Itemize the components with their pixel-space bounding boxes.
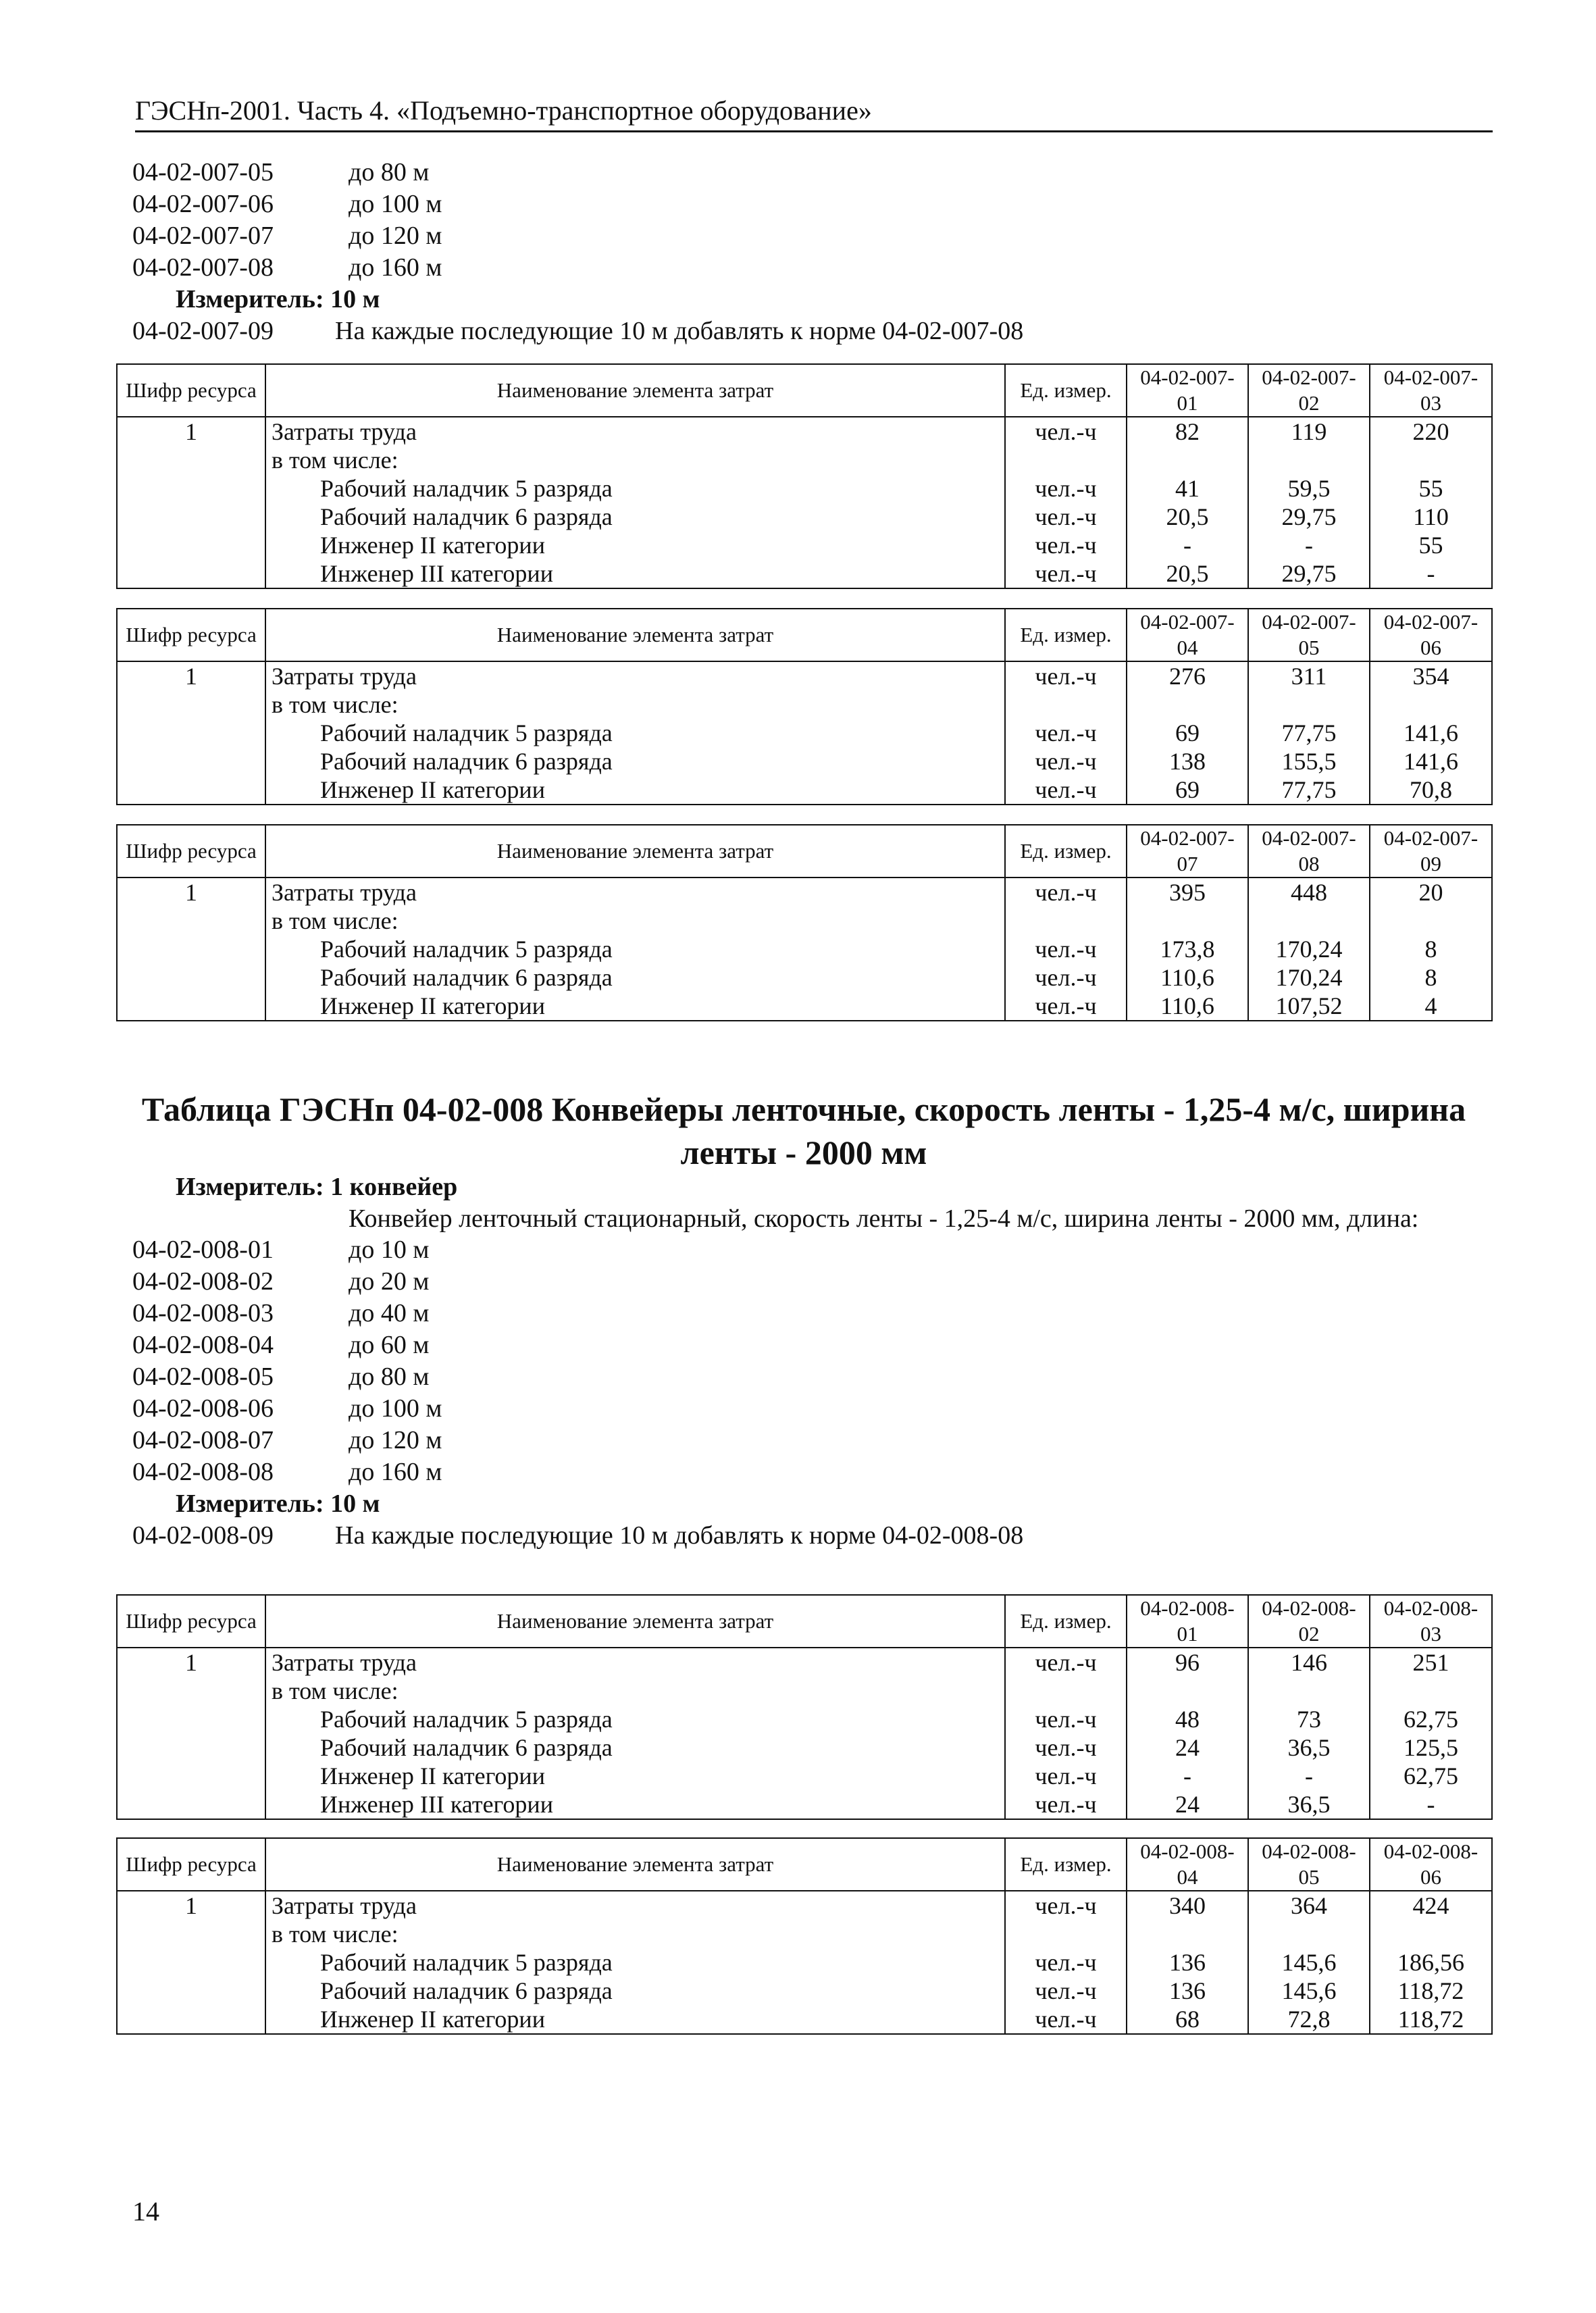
code-row [132,1425,1497,1456]
header-norm-code: 04-02-007-03 [1370,364,1492,417]
cell-value: 48 [1127,1705,1248,1733]
cell-shifr: 1 [117,878,265,907]
table-row [117,747,1492,776]
cell-unit: чел.-ч [1005,992,1127,1021]
table-row [117,992,1492,1021]
code: 04-02-008-01 [132,1236,274,1264]
cell-value: 62,75 [1370,1762,1492,1790]
code-text: до 160 м [349,1458,442,1486]
cell-value: 170,24 [1248,963,1370,992]
code: 04-02-008-03 [132,1299,274,1327]
cell-name: Рабочий наладчик 5 разряда [265,719,1005,747]
table-row [117,690,1492,719]
table-header-row [117,1595,1492,1648]
header-name: Наименование элемента затрат [265,364,1005,417]
code: 04-02-007-07 [132,222,274,250]
header-norm-code: 04-02-007-06 [1370,609,1492,661]
norm-table-1 [116,363,1493,589]
cell-value: - [1127,1762,1248,1790]
cell-value: 448 [1248,878,1370,907]
code-row [132,1520,1497,1552]
code: 04-02-008-05 [132,1363,274,1391]
cell-shifr [117,776,265,805]
header-shifr: Шифр ресурса [117,609,265,661]
header-norm-code: 04-02-007-02 [1248,364,1370,417]
cell-name: в том числе: [265,907,1005,935]
header-shifr: Шифр ресурса [117,825,265,878]
cell-value [1370,1677,1492,1705]
cell-value: 186,56 [1370,1948,1492,1977]
cell-value [1370,690,1492,719]
cell-unit: чел.-ч [1005,1977,1127,2005]
cell-value: 364 [1248,1891,1370,1920]
header-unit: Ед. измер. [1005,1838,1127,1891]
cell-unit [1005,690,1127,719]
cell-value: 59,5 [1248,474,1370,503]
cell-value: 424 [1370,1891,1492,1920]
cell-value: 62,75 [1370,1705,1492,1733]
header-norm-code: 04-02-008-02 [1248,1595,1370,1648]
cell-value [1248,446,1370,474]
table-row [117,935,1492,963]
table-row [117,1891,1492,1920]
code-row [132,220,1023,252]
cell-shifr [117,747,265,776]
table-header-row [117,825,1492,878]
norm-table-5 [116,1837,1493,2035]
code: 04-02-008-02 [132,1267,274,1296]
header-shifr: Шифр ресурса [117,1838,265,1891]
table-row [117,503,1492,531]
table-row [117,907,1492,935]
cell-value: 110,6 [1127,963,1248,992]
code: 04-02-007-05 [132,158,274,186]
cell-value: 55 [1370,474,1492,503]
section-title: Таблица ГЭСНп 04-02-008 Конвейеры ленточные, скорость ленты - 1,25-4 м/с, ширина ленты - 2000 мм [141,1090,1466,1171]
table-row [117,2005,1492,2034]
code-row [132,1298,1497,1329]
cell-unit: чел.-ч [1005,417,1127,446]
cell-shifr [117,531,265,559]
cell-value: 141,6 [1370,747,1492,776]
cell-name: Рабочий наладчик 6 разряда [265,1977,1005,2005]
cell-value: 119 [1248,417,1370,446]
page-number: 14 [132,2196,159,2227]
cell-value: 155,5 [1248,747,1370,776]
cell-value: 68 [1127,2005,1248,2034]
cell-name: Инженер III категории [265,1790,1005,1819]
norm-table-2 [116,608,1493,805]
header-shifr: Шифр ресурса [117,364,265,417]
code-text: до 40 м [349,1299,430,1327]
code: 04-02-008-06 [132,1394,274,1423]
cell-value [1127,690,1248,719]
table-row [117,1733,1492,1762]
cell-name: Затраты труда [265,661,1005,690]
code-text: до 100 м [349,1394,442,1423]
code-row [132,1329,1497,1361]
cell-shifr [117,1790,265,1819]
code-row [132,252,1023,284]
cell-name: в том числе: [265,690,1005,719]
table-row [117,1705,1492,1733]
header-name: Наименование элемента затрат [265,825,1005,878]
cell-value: - [1370,559,1492,588]
cell-value [1248,1677,1370,1705]
cell-unit: чел.-ч [1005,559,1127,588]
code-text: до 120 м [349,1426,442,1454]
table-row [117,963,1492,992]
section-code-list [132,1171,1497,1552]
cell-value: 70,8 [1370,776,1492,805]
code-text: до 80 м [349,158,430,186]
cell-shifr [117,1705,265,1733]
table-row [117,1790,1492,1819]
measure-unit: Измеритель: 10 м [176,1490,380,1518]
table-row [117,1648,1492,1677]
cell-shifr [117,907,265,935]
table-row [117,661,1492,690]
code-row [132,1456,1497,1488]
header-unit: Ед. измер. [1005,825,1127,878]
code-row [132,1361,1497,1393]
cell-name: Рабочий наладчик 5 разряда [265,1948,1005,1977]
cell-value [1248,690,1370,719]
header-name: Наименование элемента затрат [265,1595,1005,1648]
cell-name: Рабочий наладчик 6 разряда [265,1733,1005,1762]
cell-value: - [1127,531,1248,559]
header-shifr: Шифр ресурса [117,1595,265,1648]
cell-unit: чел.-ч [1005,1790,1127,1819]
cell-value: 354 [1370,661,1492,690]
table-row [117,559,1492,588]
cell-value: 276 [1127,661,1248,690]
cell-unit: чел.-ч [1005,1891,1127,1920]
cell-value: 138 [1127,747,1248,776]
code-row [132,188,1023,220]
cell-value: - [1248,531,1370,559]
cell-shifr: 1 [117,417,265,446]
header-norm-code: 04-02-008-01 [1127,1595,1248,1648]
cell-unit: чел.-ч [1005,719,1127,747]
cell-value: 173,8 [1127,935,1248,963]
table-row [117,1920,1492,1948]
cell-value: 8 [1370,963,1492,992]
cell-name: Затраты труда [265,1648,1005,1677]
measure-unit: Измеритель: 10 м [176,285,380,313]
cell-value: 29,75 [1248,559,1370,588]
cell-value: 73 [1248,1705,1370,1733]
cell-unit [1005,907,1127,935]
table-row [117,1677,1492,1705]
code-text: до 60 м [349,1331,430,1359]
header-name: Наименование элемента затрат [265,609,1005,661]
header-norm-code: 04-02-008-06 [1370,1838,1492,1891]
header-unit: Ед. измер. [1005,609,1127,661]
cell-shifr [117,1677,265,1705]
cell-value: 395 [1127,878,1248,907]
cell-value [1370,1920,1492,1948]
code-text: до 20 м [349,1267,430,1296]
cell-name: Рабочий наладчик 6 разряда [265,963,1005,992]
cell-value: 110,6 [1127,992,1248,1021]
cell-unit: чел.-ч [1005,474,1127,503]
cell-shifr [117,1733,265,1762]
cell-value: 24 [1127,1733,1248,1762]
cell-value: 136 [1127,1948,1248,1977]
cell-value: 69 [1127,719,1248,747]
table-row [117,531,1492,559]
table-row [117,474,1492,503]
cell-shifr [117,719,265,747]
cell-value: 311 [1248,661,1370,690]
code-text: до 120 м [349,222,442,250]
cell-value: 4 [1370,992,1492,1021]
cell-unit [1005,1920,1127,1948]
top-code-list [132,157,1023,347]
cell-value: 170,24 [1248,935,1370,963]
cell-value [1370,446,1492,474]
cell-value: - [1248,1762,1370,1790]
cell-unit: чел.-ч [1005,531,1127,559]
code-text: до 80 м [349,1363,430,1391]
running-header: ГЭСНп-2001. Часть 4. «Подъемно-транспортное оборудование» [135,95,1493,132]
cell-value: 36,5 [1248,1790,1370,1819]
description: Конвейер ленточный стационарный, скорость ленты - 1,25-4 м/с, ширина ленты - 2000 мм, длина: [349,1204,1419,1233]
cell-value: 82 [1127,417,1248,446]
cell-name: Рабочий наладчик 5 разряда [265,474,1005,503]
header-norm-code: 04-02-007-01 [1127,364,1248,417]
code-text: до 10 м [349,1236,430,1264]
cell-value: 146 [1248,1648,1370,1677]
cell-name: Инженер II категории [265,1762,1005,1790]
table-row [117,1977,1492,2005]
table-row [117,417,1492,446]
cell-shifr: 1 [117,661,265,690]
cell-value: 36,5 [1248,1733,1370,1762]
cell-shifr [117,963,265,992]
header-norm-code: 04-02-007-08 [1248,825,1370,878]
cell-name: в том числе: [265,446,1005,474]
table-header-row [117,609,1492,661]
cell-value: 251 [1370,1648,1492,1677]
cell-value: 145,6 [1248,1948,1370,1977]
cell-value: 41 [1127,474,1248,503]
cell-value: 77,75 [1248,719,1370,747]
cell-shifr [117,1762,265,1790]
cell-name: Затраты труда [265,417,1005,446]
norm-table-4 [116,1594,1493,1820]
cell-shifr [117,935,265,963]
cell-value: 20 [1370,878,1492,907]
cell-unit: чел.-ч [1005,2005,1127,2034]
code: 04-02-007-06 [132,190,274,218]
cell-shifr [117,474,265,503]
cell-unit: чел.-ч [1005,1705,1127,1733]
cell-value: 118,72 [1370,1977,1492,2005]
cell-value: 55 [1370,531,1492,559]
cell-value [1127,1920,1248,1948]
cell-value: 20,5 [1127,503,1248,531]
cell-name: в том числе: [265,1677,1005,1705]
cell-unit: чел.-ч [1005,1733,1127,1762]
cell-value [1370,907,1492,935]
table-row [117,1762,1492,1790]
cell-value: 118,72 [1370,2005,1492,2034]
table-row [117,776,1492,805]
norm-table-3 [116,824,1493,1021]
cell-unit: чел.-ч [1005,1948,1127,1977]
code-text: до 160 м [349,253,442,282]
cell-unit: чел.-ч [1005,1648,1127,1677]
cell-value: - [1370,1790,1492,1819]
cell-value: 220 [1370,417,1492,446]
cell-value: 125,5 [1370,1733,1492,1762]
table-row [117,446,1492,474]
header-norm-code: 04-02-007-09 [1370,825,1492,878]
cell-name: в том числе: [265,1920,1005,1948]
cell-value: 110 [1370,503,1492,531]
cell-value [1127,446,1248,474]
cell-name: Рабочий наладчик 5 разряда [265,935,1005,963]
cell-value [1248,1920,1370,1948]
cell-value: 141,6 [1370,719,1492,747]
code-row [132,1266,1497,1298]
code-row [132,1234,1497,1266]
cell-unit [1005,1677,1127,1705]
cell-value: 145,6 [1248,1977,1370,2005]
cell-shifr [117,559,265,588]
cell-shifr [117,690,265,719]
header-unit: Ед. измер. [1005,1595,1127,1648]
cell-shifr [117,1948,265,1977]
header-norm-code: 04-02-008-04 [1127,1838,1248,1891]
cell-unit [1005,446,1127,474]
cell-unit: чел.-ч [1005,503,1127,531]
code-row [132,157,1023,188]
cell-shifr [117,2005,265,2034]
cell-shifr [117,1920,265,1948]
measure-unit: Измеритель: 1 конвейер [176,1173,458,1201]
table-header-row [117,1838,1492,1891]
cell-value: 20,5 [1127,559,1248,588]
cell-value: 72,8 [1248,2005,1370,2034]
table-row [117,878,1492,907]
cell-name: Инженер III категории [265,559,1005,588]
code-row [132,315,1023,347]
header-name: Наименование элемента затрат [265,1838,1005,1891]
code: 04-02-008-07 [132,1426,274,1454]
cell-unit: чел.-ч [1005,963,1127,992]
cell-shifr [117,446,265,474]
cell-value: 136 [1127,1977,1248,2005]
code: 04-02-008-04 [132,1331,274,1359]
cell-name: Инженер II категории [265,2005,1005,2034]
table-row [117,1948,1492,1977]
cell-value [1127,907,1248,935]
cell-value: 107,52 [1248,992,1370,1021]
cell-unit: чел.-ч [1005,747,1127,776]
cell-name: Рабочий наладчик 6 разряда [265,503,1005,531]
cell-unit: чел.-ч [1005,1762,1127,1790]
cell-name: Инженер II категории [265,531,1005,559]
cell-shifr: 1 [117,1891,265,1920]
cell-value [1248,907,1370,935]
cell-value: 96 [1127,1648,1248,1677]
cell-value: 24 [1127,1790,1248,1819]
cell-shifr [117,503,265,531]
cell-unit: чел.-ч [1005,878,1127,907]
header-unit: Ед. измер. [1005,364,1127,417]
cell-shifr: 1 [117,1648,265,1677]
cell-name: Инженер II категории [265,992,1005,1021]
cell-unit: чел.-ч [1005,776,1127,805]
table-row [117,719,1492,747]
header-norm-code: 04-02-007-07 [1127,825,1248,878]
code-text: На каждые последующие 10 м добавлять к норме 04-02-007-08 [335,317,1024,345]
cell-value [1127,1677,1248,1705]
cell-shifr [117,992,265,1021]
header-norm-code: 04-02-008-03 [1370,1595,1492,1648]
header-norm-code: 04-02-008-05 [1248,1838,1370,1891]
cell-name: Рабочий наладчик 6 разряда [265,747,1005,776]
header-norm-code: 04-02-007-05 [1248,609,1370,661]
code: 04-02-008-09 [132,1521,274,1550]
code-text: На каждые последующие 10 м добавлять к норме 04-02-008-08 [335,1521,1024,1550]
cell-name: Затраты труда [265,878,1005,907]
cell-value: 69 [1127,776,1248,805]
cell-unit: чел.-ч [1005,661,1127,690]
cell-name: Инженер II категории [265,776,1005,805]
code: 04-02-007-09 [132,317,274,345]
cell-value: 8 [1370,935,1492,963]
code-text: до 100 м [349,190,442,218]
table-header-row [117,364,1492,417]
header-norm-code: 04-02-007-04 [1127,609,1248,661]
cell-name: Затраты труда [265,1891,1005,1920]
code: 04-02-008-08 [132,1458,274,1486]
code: 04-02-007-08 [132,253,274,282]
cell-value: 340 [1127,1891,1248,1920]
cell-shifr [117,1977,265,2005]
cell-unit: чел.-ч [1005,935,1127,963]
cell-value: 77,75 [1248,776,1370,805]
cell-value: 29,75 [1248,503,1370,531]
code-row [132,1393,1497,1425]
cell-name: Рабочий наладчик 5 разряда [265,1705,1005,1733]
